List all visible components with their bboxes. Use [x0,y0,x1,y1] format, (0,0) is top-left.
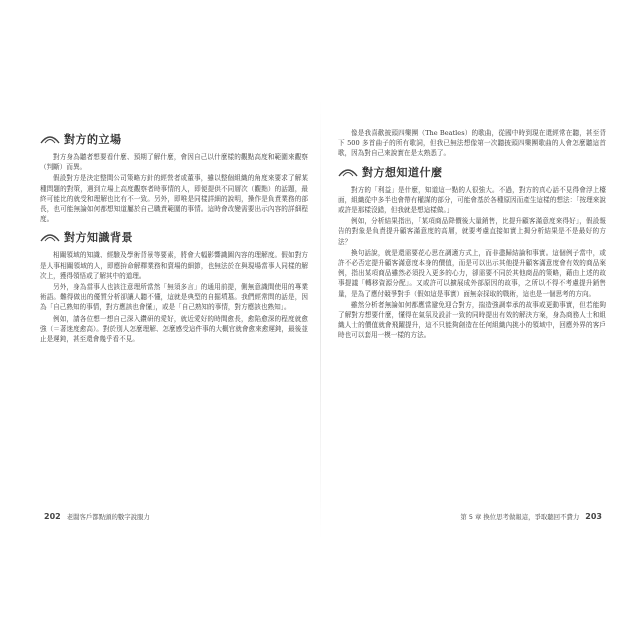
paragraph: 換句話說，就是還需要花心思在調適方式上，而非盡歸結論和事實。這個例子當中，或許不必否定提升顧客滿意度本身的價值，而是可以出示其他提升顧客滿意度會有效的商品案例，指出某項商品雖然必須投入更多的心力，卻需要不同於其他商品的策略，藉由上述的故事提議「轉移資源分配」。又或許可以擴展成外部原因的故事，之所以不得不考慮提升銷售量，是為了應付競爭對手（假如這是事實）面無奈採取的戰術，這也是一個思考的方向。 [338,248,606,298]
eye-outline-icon [40,133,60,145]
paragraph: 例如，請各位想一想自己深入鑽研的愛好，就近愛好的時間愈長，愈陷愈深的程度就愈強（＝著迷度愈高）。對於別人怎麼理解、怎麼感受這件事的大概官就會愈來愈遲鈍，最後並止是遲鈍，甚至還會幾乎看不見。 [40,314,308,344]
right-page [338,128,606,520]
left-page-footer [40,512,150,521]
section-heading [40,230,308,244]
section-heading [338,165,606,179]
section-opponent-knowledge [40,230,308,344]
paragraph: 另外，身為當事人也該注意理所當然「無須多言」的通用前提，側無意識間使用的專業術語。難得做出的優質分析卻讓人聽不懂，這就是典型的自掘墳墓。我們經常問的話是，因為「自己熟知的事情，對方應該也會懂」，或是「自己熟知的事情，對方應該也熟知」。 [40,283,308,312]
paragraph: 雖然分析者無論如何都應當避免迎合對方，揣造強調奉承的故事或更動事實，但若能夠了解對方想要什麼，懂得在氣氛及設計一致的同時提出有效的解決方案，身為商務人士和組織人士的價值就會飛躍提升，這不只能夠創造在任何組織內挑小的領域中，回應外界的客戶時也可以套用一模一樣的方法。 [338,300,606,340]
paragraph: 像是我喜歡披頭四樂團（The Beatles）的歌曲，從國中時到現在還經常在聽，甚至背下 500 多首曲子的所有歌詞，但我已無法想像第一次聽披頭四樂團歌曲的人會怎麼聽這首歌，因為對自己來說實在是太熟悉了。 [338,129,606,158]
book-title: 老闆客戶都點頭的數字說服力 [66,513,150,521]
paragraph: 對方的「利益」是什麼，知道這一點的人很強大。不過，對方的真心話不見得會浮上檯面，組織從中多半也會帶有權謀的部分，可能會基於各種原因而產生這樣的想法：「按理來說或許是那樣沒錯，但我就是想這樣做。」 [338,185,606,215]
section-heading [40,132,308,146]
right-page-footer [460,512,606,521]
book-gutter-shadow [320,100,321,540]
left-page [40,128,308,520]
paragraph: 假設對方是決定整間公司策略方針的經營者或董事，雖以整個組織的角度來要求了解某種問題的對策，遇到立場上高度觀察者時事情的人，即便提供不同層次（觀點）的話題，最終可能比的就受和理解也比有不一致。另外，即唯是同樣詳細的說明，操作是負責業務的部長，也可能無論如何都想知道屬於自己職責範圍的事情。這時會改變需要出示內容的詳細程度。 [40,174,308,224]
paragraph: 相關領域的知識、經驗及學術背景等要素，將會大幅影響識圖內容的理解度。假如對方是人事相關領域的人，即應拚命解釋業務和賣場的細節，也無法於在與現場當事人同樣的解次上，獲得領悟或了解其中的道理。 [40,251,308,280]
section-what-opponent-wants [338,165,606,341]
section-heading-text: 對方的立場 [64,133,122,146]
chapter-title: 換位思考做報這，爭取聽回不費力 [483,513,580,521]
section-heading-text: 對方想知道什麼 [362,165,443,179]
right-intro [338,128,606,159]
paragraph: 例如，分析結果指出，「某項商品降價後大量銷售，比提升顧客滿意度來得好」，假設報告的對象是負責提升顧客滿意度的高層，就要考慮直接如實上揭分析結果是不是最好的方法？ [338,217,606,246]
paragraph: 對方身為聽者想要看什麼、預期了解什麼，會因自己以什麼樣的觀點高度和範圍來觀察（判斷）而異。 [40,153,308,172]
section-heading-text: 對方知識背景 [64,231,133,245]
page-number: 202 [44,512,61,521]
eye-outline-icon [40,231,60,243]
page-number: 203 [585,512,602,521]
chapter-label: 第 5 章 [460,513,482,521]
section-opponent-position [40,132,308,224]
eye-outline-icon [338,166,358,178]
